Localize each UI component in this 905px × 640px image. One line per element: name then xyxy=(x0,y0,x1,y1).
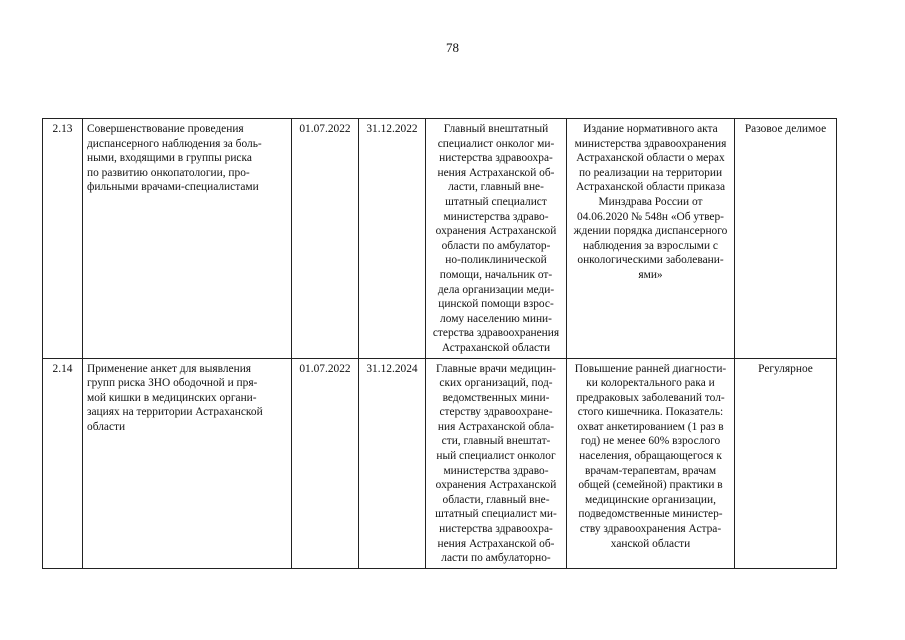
cell-text-line: по реализации на территории xyxy=(578,166,723,179)
cell-text-line: Минздрава России от xyxy=(598,195,703,208)
cell-text-line: ями» xyxy=(638,268,663,281)
cell-text-line: ству здравоохранения Астра- xyxy=(579,523,722,536)
cell-text-line: ханской области xyxy=(610,537,691,550)
cell-text-line: но-поликлинической xyxy=(445,254,547,267)
cell-text-line: специалист онколог ми- xyxy=(437,137,555,150)
result-cell xyxy=(567,358,735,568)
cell-text-line: нистерства здравоохра- xyxy=(439,523,553,536)
cell-text-line: по развитию онкопатологии, про- xyxy=(87,166,250,179)
cell-text-line: лому населению мини- xyxy=(440,312,552,325)
cell-text-line: год) не менее 60% взрослого xyxy=(580,435,721,448)
measure-name-cell xyxy=(83,358,292,568)
cell-text-line: медицинские организации, xyxy=(585,493,716,506)
cell-text-line: нения Астраханской об- xyxy=(437,166,555,179)
cell-text-line: Астраханской области о мерах xyxy=(576,152,725,165)
result-cell xyxy=(567,119,735,359)
page-number: 78 xyxy=(446,40,459,55)
cell-text-line: охранения Астраханской xyxy=(435,225,557,238)
start-date-cell: 01.07.2022 xyxy=(292,119,359,359)
cell-text-line: сти, главный внештат- xyxy=(441,435,551,448)
cell-text-line: Повышение ранней диагности- xyxy=(574,362,727,375)
responsible-cell xyxy=(426,119,567,359)
row-number-cell: 2.13 xyxy=(43,119,83,359)
table-row xyxy=(43,358,837,568)
cell-text-line: ки колоректального рака и xyxy=(586,377,715,390)
cell-text-line: штатный специалист xyxy=(445,195,547,208)
cell-text-line: штатный специалист ми- xyxy=(435,508,557,521)
cell-text-line: дела организации меди- xyxy=(437,283,555,296)
responsible-cell xyxy=(426,358,567,568)
cell-text-line: Применение анкет для выявления xyxy=(87,362,252,375)
cell-text-line: ный специалист онколог xyxy=(436,450,556,463)
cell-text-line: Астраханской области xyxy=(441,341,551,354)
end-date-cell: 31.12.2024 xyxy=(359,358,426,568)
cell-text-line: охранения Астраханской xyxy=(435,479,557,492)
cell-text-line: диспансерного наблюдения за боль- xyxy=(87,137,262,150)
cell-text-line: министерства здравоохранения xyxy=(574,137,727,150)
start-date-cell: 01.07.2022 xyxy=(292,358,359,568)
plan-table xyxy=(42,118,837,569)
cell-text-line: общей (семейной) практики в xyxy=(578,479,723,492)
measure-type-cell: Регулярное xyxy=(735,358,837,568)
cell-text-line: населения, обращающегося к xyxy=(579,450,722,463)
cell-text-line: стого кишечника. Показатель: xyxy=(577,406,724,419)
cell-text-line: стерства здравоохранения xyxy=(432,327,560,340)
cell-text-line: предраковых заболеваний тол- xyxy=(576,391,725,404)
table-row xyxy=(43,119,837,359)
cell-text-line: области, главный вне- xyxy=(442,493,550,506)
measure-name-cell xyxy=(83,119,292,359)
cell-text-line: подведомственные министер- xyxy=(578,508,723,521)
cell-text-line: области по амбулатор- xyxy=(441,239,551,252)
cell-text-line: министерства здраво- xyxy=(443,464,549,477)
cell-text-line: онкологическими заболевани- xyxy=(577,254,724,267)
cell-text-line: фильными врачами-специалистами xyxy=(87,181,259,194)
row-number-cell: 2.14 xyxy=(43,358,83,568)
cell-text-line: 04.06.2020 № 548н «Об утвер- xyxy=(577,210,724,223)
cell-text-line: нения Астраханской об- xyxy=(437,537,555,550)
cell-text-line: Астраханской области приказа xyxy=(576,181,725,194)
end-date-cell: 31.12.2022 xyxy=(359,119,426,359)
cell-text-line: Главный внештатный xyxy=(443,123,549,135)
cell-text-line: мой кишки в медицинских органи- xyxy=(87,391,257,404)
cell-text-line: ведомственных мини- xyxy=(442,391,550,404)
cell-text-line: Совершенствование проведения xyxy=(87,123,244,135)
cell-text-line: цинской помощи взрос- xyxy=(438,298,554,311)
cell-text-line: стерству здравоохране- xyxy=(439,406,553,419)
cell-text-line: ласти, главный вне- xyxy=(448,181,544,194)
cell-text-line: наблюдения за взрослыми с xyxy=(583,239,718,252)
cell-text-line: групп риска ЗНО ободочной и пря- xyxy=(87,377,258,390)
cell-text-line: Главные врачи медицин- xyxy=(436,362,556,375)
cell-text-line: ния Астраханской обла- xyxy=(437,420,555,433)
cell-text-line: врачам-терапевтам, врачам xyxy=(584,464,717,477)
cell-text-line: министерства здраво- xyxy=(443,210,549,223)
cell-text-line: области xyxy=(87,420,126,433)
cell-text-line: ских организаций, под- xyxy=(439,377,553,390)
cell-text-line: помощи, начальник от- xyxy=(439,268,553,281)
cell-text-line: ными, входящими в группы риска xyxy=(87,152,252,165)
cell-text-line: ждении порядка диспансерного xyxy=(573,225,728,238)
cell-text-line: нистерства здравоохра- xyxy=(439,152,553,165)
cell-text-line: охват анкетированием (1 раз в xyxy=(577,420,724,433)
cell-text-line: Издание нормативного акта xyxy=(583,123,718,135)
cell-text-line: зациях на территории Астраханской xyxy=(87,406,263,419)
measure-type-cell: Разовое делимое xyxy=(735,119,837,359)
cell-text-line: ласти по амбулаторно- xyxy=(441,552,551,565)
